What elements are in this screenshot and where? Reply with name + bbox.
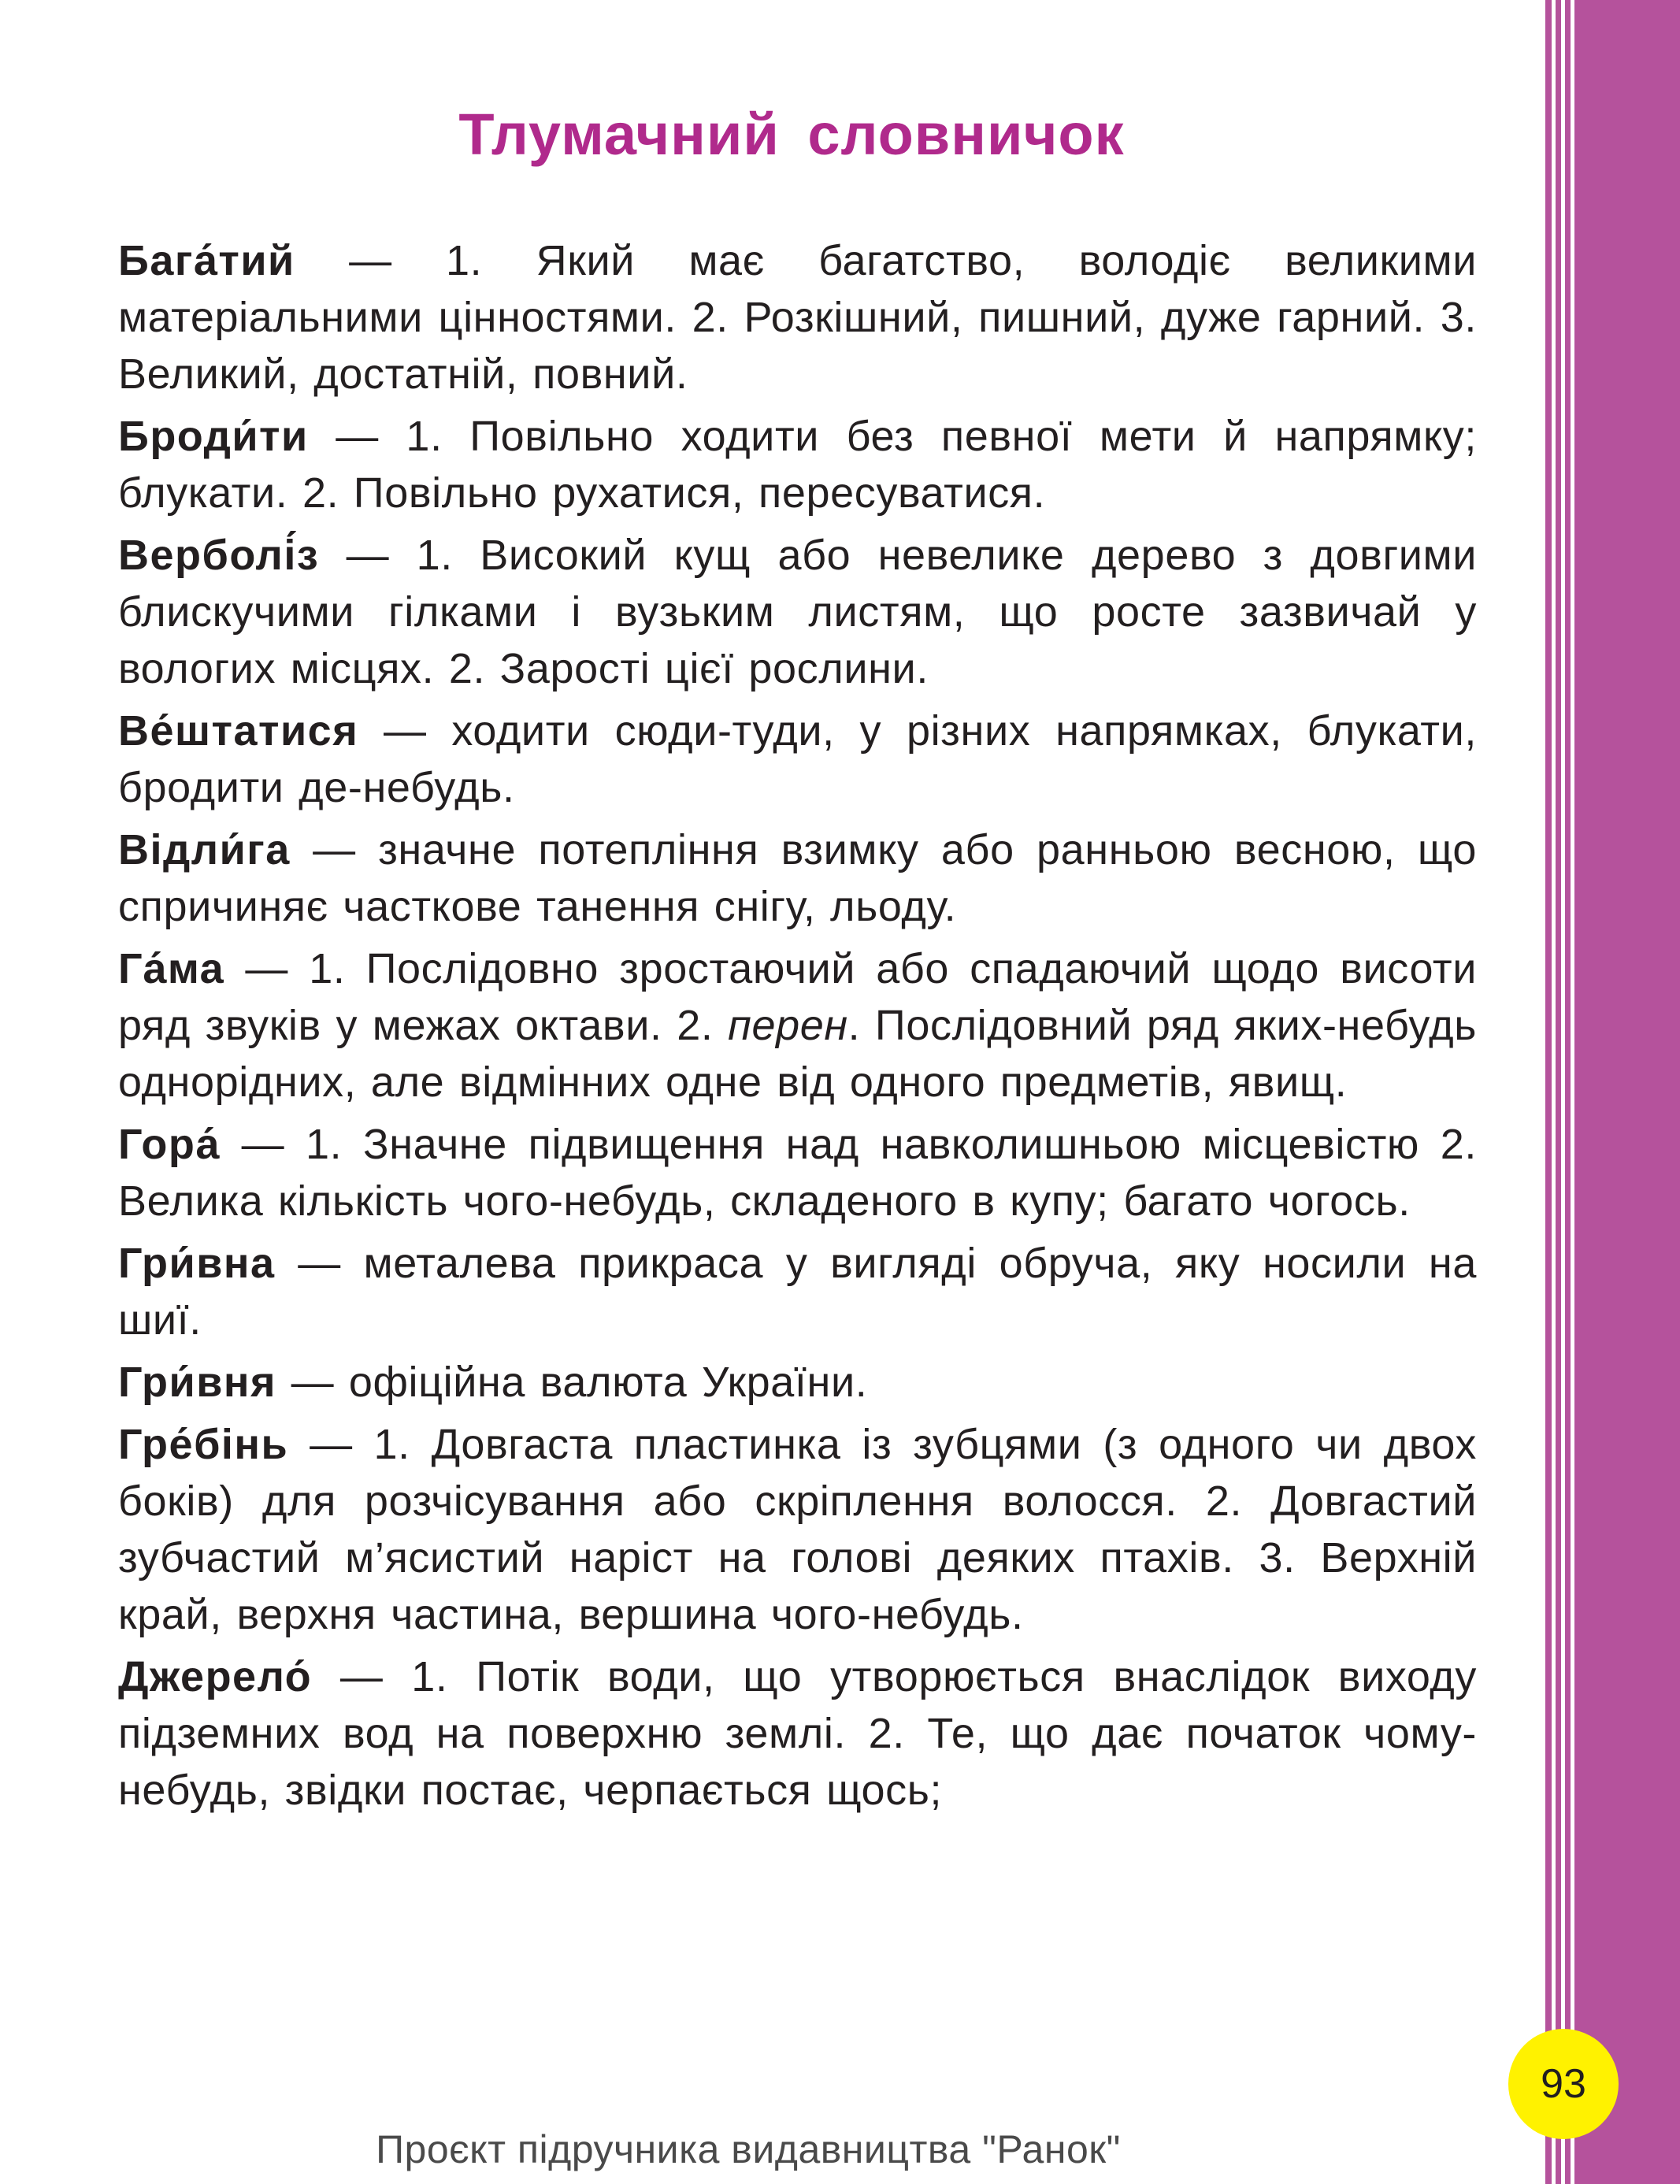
page-title: Тлумачний словничок <box>458 102 1125 167</box>
band-stripe <box>1561 0 1565 2184</box>
entry-word: Га́ма <box>118 945 225 992</box>
entry-word: Гре́бінь <box>118 1421 289 1468</box>
entry-word: Джерело́ <box>118 1653 313 1700</box>
entry-word: Ве́штатися <box>118 707 359 755</box>
entry-word: Гри́вна <box>118 1240 276 1287</box>
footer-note: Проєкт підручника видавництва "Ранок" <box>376 2127 1121 2171</box>
entry-definition-italic: перен <box>728 1002 848 1049</box>
entry-definition: . Послідовний ряд яких-небудь однорідних, але відмінних одне від одного предметів, явищ. <box>118 1002 1477 1106</box>
glossary-entry <box>118 232 1477 402</box>
band-stripe <box>1552 0 1556 2184</box>
glossary-entry <box>118 527 1477 697</box>
entry-definition: — 1. Повільно ходити без певної мети й напрямку; блукати. 2. Повільно рухатися, пересуватися. <box>118 413 1477 517</box>
glossary-entry <box>118 1235 1477 1348</box>
entry-word: Верболі́з <box>118 532 320 579</box>
entry-definition: — 1. Потік води, що утворюється внаслідок виходу підземних вод на поверхню землі. 2. Те, що дає початок чому-небудь, звідки постає, черпається щось; <box>118 1653 1477 1814</box>
glossary-entry <box>118 1354 1477 1411</box>
glossary-entry <box>118 821 1477 935</box>
entry-word: Бага́тий <box>118 237 295 284</box>
entry-definition: — 1. Значне підвищення над навколишньою місцевістю 2. Велика кількість чого-небудь, складеного в купу; багато чогось. <box>118 1121 1477 1225</box>
entry-definition: — 1. Який має багатство, володіє великими матеріальними цінностями. 2. Розкішний, пишний, дуже гарний. 3. Великий, достатній, повний. <box>118 237 1477 398</box>
page-number: 93 <box>1541 2061 1586 2107</box>
page-number-badge <box>1508 2029 1619 2139</box>
entry-word: Гри́вня <box>118 1359 277 1406</box>
entry-word: Гора́ <box>118 1121 221 1168</box>
entry-definition: — значне потепління взимку або ранньою весною, що спричиняє часткове танення снігу, льоду. <box>118 826 1477 930</box>
glossary-entry <box>118 1648 1477 1819</box>
entry-definition: — 1. Високий кущ або невелике дерево з довгими блискучими гілками і вузьким листям, що росте зазвичай у вологих місцях. 2. Зарості цієї рослини. <box>118 532 1477 692</box>
glossary-entry <box>118 1416 1477 1643</box>
band-stripe <box>1571 0 1574 2184</box>
glossary-entry <box>118 408 1477 521</box>
glossary-entries <box>118 232 1477 1824</box>
entry-definition: — 1. Послідовно зростаючий або спадаючий щодо висоти ряд звуків у межах октави. 2. <box>118 945 1477 1049</box>
glossary-entry <box>118 703 1477 816</box>
entry-definition: — металева прикраса у вигляді обруча, яку носили на шиї. <box>118 1240 1477 1344</box>
glossary-entry <box>118 1116 1477 1229</box>
entry-definition: — ходити сюди-туди, у різних напрямках, блукати, бродити де-небудь. <box>118 707 1477 811</box>
entry-word: Броди́ти <box>118 413 309 460</box>
decorative-side-band <box>1545 0 1680 2184</box>
entry-definition: — 1. Довгаста пластинка із зубцями (з одного чи двох боків) для розчісування або скріплення волосся. 2. Довгастий зубчастий м’ясистий наріст на голові деяких птахів. 3. Верхній край, верхня частина, вершина чого-небудь. <box>118 1421 1477 1638</box>
entry-word: Відли́га <box>118 826 291 873</box>
entry-definition: — офіційна валюта України. <box>276 1359 868 1406</box>
glossary-entry <box>118 940 1477 1111</box>
